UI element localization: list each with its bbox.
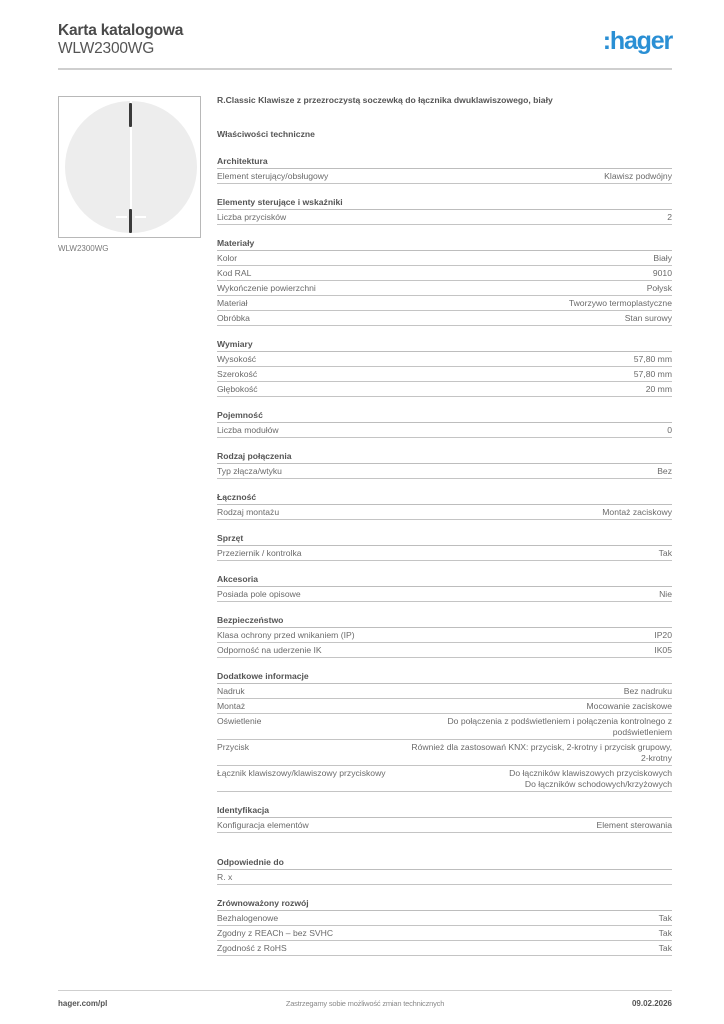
spec-label: Kod RAL (217, 268, 252, 278)
mark-left-icon (116, 216, 127, 218)
group-title: Architektura (217, 156, 672, 169)
footer-disclaimer: Zastrzegamy sobie możliwość zmian technicznych (285, 999, 445, 1008)
group-title: Akcesoria (217, 574, 672, 587)
spec-group (217, 492, 672, 520)
spec-row (217, 870, 672, 885)
spec-row (217, 684, 672, 699)
spec-group (217, 238, 672, 326)
group-title: Materiały (217, 238, 672, 251)
group-title: Rodzaj połączenia (217, 451, 672, 464)
spec-content (217, 95, 672, 956)
spec-label: Głębokość (217, 384, 258, 394)
spec-group (217, 451, 672, 479)
spec-label: Klasa ochrony przed wnikaniem (IP) (217, 630, 355, 640)
document-title: Karta katalogowa (58, 22, 184, 39)
spec-label: Wysokość (217, 354, 257, 364)
header-divider (58, 68, 672, 70)
spec-value: Stan surowy (624, 313, 672, 323)
spec-value: Klawisz podwójny (604, 171, 672, 181)
spec-row (217, 643, 672, 658)
spec-label: Przeziernik / kontrolka (217, 548, 302, 558)
spec-value: Do połączenia z podświetleniem i połączenia kontrolnego z podświetleniem (447, 716, 672, 737)
spec-label: Kolor (217, 253, 238, 263)
page-header (58, 22, 672, 70)
image-caption: WLW2300WG (58, 244, 109, 253)
spec-row (217, 266, 672, 281)
spec-value: Montaż zaciskowy (602, 507, 672, 517)
lens-top-icon (129, 103, 132, 127)
spec-groups (217, 156, 672, 956)
spec-row (217, 311, 672, 326)
spec-group (217, 898, 672, 956)
spec-row (217, 714, 672, 740)
spec-value (509, 768, 672, 790)
product-code: WLW2300WG (58, 40, 155, 57)
spec-label: Element sterujący/obsługowy (217, 171, 329, 181)
spec-label: R. x (217, 872, 233, 882)
spec-row (217, 169, 672, 184)
group-title: Identyfikacja (217, 805, 672, 818)
spec-group (217, 197, 672, 225)
spec-label: Liczba modułów (217, 425, 279, 435)
spec-group (217, 857, 672, 885)
spec-label: Materiał (217, 298, 248, 308)
section-heading: Właściwości techniczne (217, 129, 315, 139)
page-footer (58, 999, 672, 1011)
spec-label: Typ złącza/wtyku (217, 466, 282, 476)
spec-value-line: Do łączników klawiszowych przyciskowych (509, 768, 672, 778)
spec-label: Montaż (217, 701, 246, 711)
spec-row (217, 367, 672, 382)
spec-value: Biały (653, 253, 672, 263)
group-title: Sprzęt (217, 533, 672, 546)
spec-group (217, 410, 672, 438)
spec-row (217, 352, 672, 367)
spec-value: Tak (658, 928, 672, 938)
lens-bottom-icon (129, 209, 132, 233)
spec-row (217, 546, 672, 561)
spec-value: 0 (667, 425, 672, 435)
footer-date: 09.02.2026 (631, 999, 672, 1008)
spec-row (217, 210, 672, 225)
spec-group (217, 156, 672, 184)
spec-value: Element sterowania (596, 820, 672, 830)
spec-label: Zgodny z REACh – bez SVHC (217, 928, 334, 938)
spec-label: Wykończenie powierzchni (217, 283, 316, 293)
spec-value: Bez nadruku (623, 686, 672, 696)
group-title: Bezpieczeństwo (217, 615, 672, 628)
spec-group (217, 574, 672, 602)
group-title: Elementy sterujące i wskaźniki (217, 197, 672, 210)
spec-value-line: Do łączników schodowych/krzyżowych (524, 779, 672, 789)
spec-label: Łącznik klawiszowy/klawiszowy przyciskowy (217, 768, 386, 778)
spec-label: Rodzaj montażu (217, 507, 280, 517)
spec-value: Nie (659, 589, 672, 599)
spec-group (217, 533, 672, 561)
spec-label: Szerokość (217, 369, 258, 379)
spec-value: Połysk (646, 283, 672, 293)
group-title: Łączność (217, 492, 672, 505)
group-title: Wymiary (217, 339, 672, 352)
footer-website[interactable]: hager.com/pl (58, 999, 108, 1008)
spec-label: Oświetlenie (217, 716, 262, 726)
spec-value: 9010 (652, 268, 672, 278)
spec-value: 2 (667, 212, 672, 222)
product-description: R.Classic Klawisze z przezroczystą soczewką do łącznika dwuklawiszowego, biały (217, 95, 553, 105)
spec-label: Odporność na uderzenie IK (217, 645, 322, 655)
spec-label: Nadruk (217, 686, 245, 696)
group-title: Zrównoważony rozwój (217, 898, 672, 911)
spec-row (217, 911, 672, 926)
spec-row (217, 382, 672, 397)
spec-row (217, 587, 672, 602)
spec-row (217, 740, 672, 766)
spec-label: Liczba przycisków (217, 212, 287, 222)
spec-value: 20 mm (645, 384, 672, 394)
spec-label: Posiada pole opisowe (217, 589, 301, 599)
group-title: Dodatkowe informacje (217, 671, 672, 684)
spec-row (217, 926, 672, 941)
spec-row (217, 423, 672, 438)
spec-value: IP20 (654, 630, 672, 640)
spec-group (217, 805, 672, 833)
spec-row (217, 766, 672, 792)
spec-row (217, 296, 672, 311)
spec-value: Również dla zastosowań KNX: przycisk, 2-krotny i przycisk grupowy, 2-krotny (411, 742, 672, 763)
spec-group (217, 615, 672, 658)
hager-logo: :hager (602, 27, 672, 55)
spec-group (217, 339, 672, 397)
spec-value: Tworzywo termoplastyczne (568, 298, 672, 308)
group-title: Odpowiednie do (217, 857, 672, 870)
spec-label: Konfiguracja elementów (217, 820, 309, 830)
rocker-key-shape (65, 101, 197, 233)
spec-label: Bezhalogenowe (217, 913, 279, 923)
product-image (58, 96, 201, 238)
spec-label: Zgodność z RoHS (217, 943, 287, 953)
spec-row (217, 818, 672, 833)
spec-group (217, 671, 672, 792)
spec-row (217, 699, 672, 714)
spec-label: Przycisk (217, 742, 249, 752)
spec-value: 57,80 mm (633, 369, 672, 379)
spec-row (217, 251, 672, 266)
spec-row (217, 628, 672, 643)
spec-value: Bez (657, 466, 672, 476)
spec-value: Tak (658, 943, 672, 953)
mark-right-icon (135, 216, 146, 218)
spec-value: Tak (658, 548, 672, 558)
spec-row (217, 464, 672, 479)
spec-value: Mocowanie zaciskowe (586, 701, 672, 711)
spec-row (217, 941, 672, 956)
spec-label: Obróbka (217, 313, 250, 323)
footer-divider (58, 990, 672, 991)
group-title: Pojemność (217, 410, 672, 423)
spec-value: Tak (658, 913, 672, 923)
spec-value: 57,80 mm (633, 354, 672, 364)
spec-row (217, 505, 672, 520)
spec-row (217, 281, 672, 296)
spec-value: IK05 (654, 645, 672, 655)
